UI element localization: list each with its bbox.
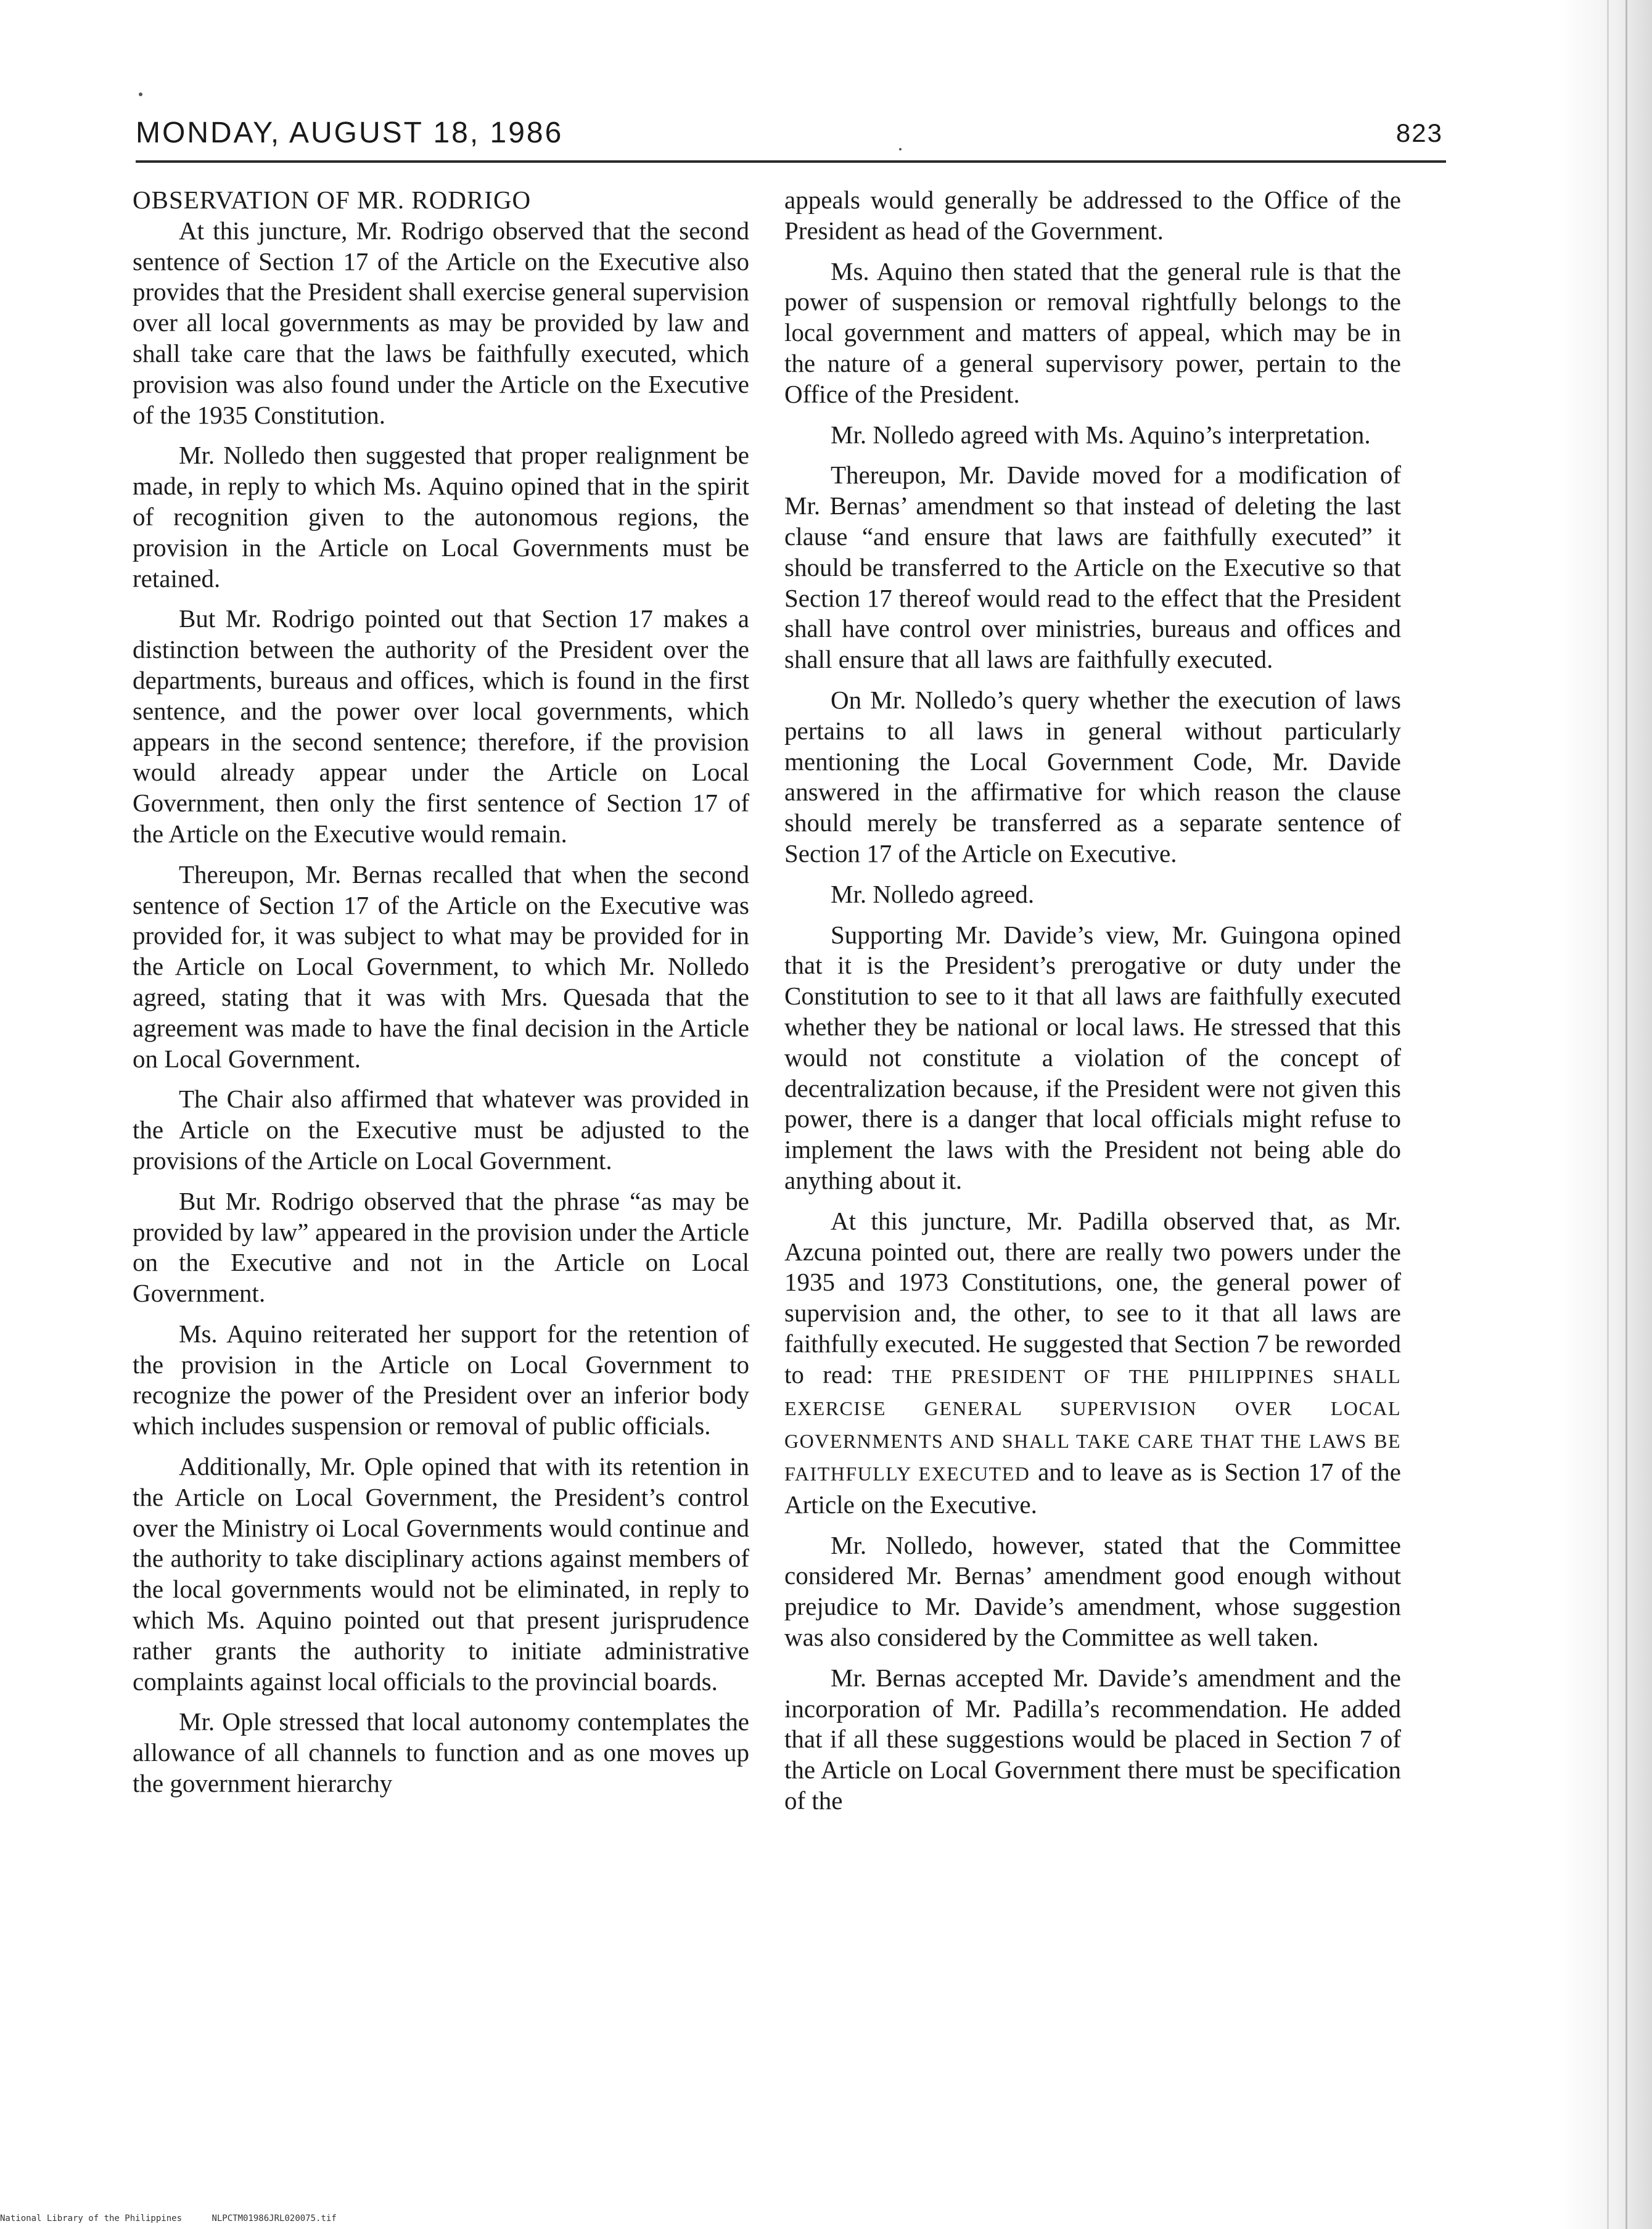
page-number: 823 (1395, 118, 1443, 147)
paragraph: Mr. Nolledo agreed with Ms. Aquino’s interpretation. (831, 420, 1371, 449)
paragraph: Thereupon, Mr. Bernas recalled that when the second sentence of Section 17 of the Article on the Executive was provided for, it was subject to what may be provided for in the Article on Local Government, to which Mr. Nolledo agreed, stating that it was with Mrs. Quesada that the agreement was made to have the final decision in the Article on Local Government. (133, 860, 749, 1073)
paragraph: Mr. Nolledo, however, stated that the Committee considered Mr. Bernas’ amendment good enough without prejudice to Mr. Davide’s amendment, whose suggestion was also considered by the Committee as well taken. (784, 1530, 1401, 1652)
library-name: National Library of the Philippines (0, 2214, 183, 2223)
scan-edge-line (1607, 0, 1609, 2229)
scan-edge-line (1625, 0, 1627, 2229)
paragraph: Mr. Nolledo then suggested that proper realignment be made, in reply to which Ms. Aquino opined that in the spirit of recognition given to the autonomous regions, the provision in the Article on Local Governments must be retained. (133, 441, 749, 593)
paragraph: But Mr. Rodrigo pointed out that Section 17 makes a distinction between the authority of the President over the departments, bureaus and offices, which is found in the first sentence, and the power over local governments, which appears in the second sentence; therefore, if the provision would already appear under the Article on Local Government, then only the first sentence of Section 17 of the Article on the Executive would remain. (133, 604, 749, 848)
paragraph: Mr. Ople stressed that local autonomy contemplates the allowance of all channels to function and as one moves up the government hierarchy (133, 1707, 749, 1798)
left-column (133, 185, 749, 1809)
paragraph: Ms. Aquino then stated that the general rule is that the power of suspension or removal rightfully belongs to the local government and matters of appeal, which may be in the nature of a general supervisory power, pertain to the Office of the President. (784, 257, 1401, 408)
scan-speck (899, 148, 902, 150)
running-header (136, 110, 1443, 163)
paragraph: Ms. Aquino reiterated her support for the retention of the provision in the Article on Local Government to recognize the power of the President over an inferior body which includes suspension or removal of public officials. (133, 1319, 749, 1440)
paragraph-text: At this juncture, Mr. Padilla observed that, as Mr. Azcuna pointed out, there are really two powers under the 1935 and 1973 Constitutions, one, the general power of supervision and, the other, to see to it that all laws are faithfully executed. He suggested that Section 7 be reworded to read: (784, 1206, 1401, 1389)
section-heading: OBSERVATION OF MR. RODRIGO (133, 186, 532, 214)
scan-footer (0, 2214, 361, 2223)
amendment-text: THE PRESIDENT OF THE PHILIPPINES SHALL EXERCISE GENERAL SUPERVISION OVER LOCAL GOVERNMENTS AND SHALL TAKE CARE THAT THE LAWS BE FAITHFULLY EXECUTED (784, 1365, 1402, 1485)
paragraph-continued: appeals would generally be addressed to the Office of the President as head of the Government. (784, 186, 1401, 245)
paragraph: Mr. Nolledo agreed. (831, 879, 1035, 908)
file-name: NLPCTM01986JRL020075.tif (212, 2214, 337, 2223)
right-column (784, 185, 1401, 1826)
paragraph: But Mr. Rodrigo observed that the phrase “as may be provided by law” appeared in the provision under the Article on the Executive and not in the Article on Local Government. (133, 1186, 749, 1308)
scan-edge-shading (1560, 0, 1652, 2229)
paragraph: Mr. Bernas accepted Mr. Davide’s amendment and the incorporation of Mr. Padilla’s recommendation. He added that if all these suggestions would be placed in Section 7 of the Article on Local Government there must be specification of the (784, 1663, 1401, 1815)
paragraph: At this juncture, Mr. Rodrigo observed that the second sentence of Section 17 of the Article on the Executive also provides that the President shall exercise general supervision over all local governments as may be provided by law and shall take care that the laws be faithfully executed, which provision was also found under the Article on the Executive of the 1935 Constitution. (133, 216, 749, 429)
header-date: MONDAY, AUGUST 18, 1986 (136, 117, 564, 149)
header-rule (136, 160, 1446, 163)
paragraph-text: and to leave as is Section 17 of the Article on the Executive. (784, 1458, 1401, 1519)
scan-speck (139, 92, 142, 96)
paragraph: Additionally, Mr. Ople opined that with its retention in the Article on Local Government, the President’s control over the Ministry oi Local Governments would continue and the authority to take disciplinary actions against members of the local governments would not be eliminated, in reply to which Ms. Aquino pointed out that present jurisprudence rather grants the authority to initiate administrative complaints against local officials to the provincial boards. (133, 1452, 749, 1696)
paragraph: Supporting Mr. Davide’s view, Mr. Guingona opined that it is the President’s prerogative or duty under the Constitution to see to it that all laws are faithfully executed whether they be national or local laws. He stressed that this would not constitute a violation of the concept of decentralization because, if the President were not given this power, there is a danger that local officials might refuse to implement the laws with the President not being able do anything about it. (784, 920, 1401, 1194)
paragraph: Thereupon, Mr. Davide moved for a modification of Mr. Bernas’ amendment so that instead of deleting the last clause “and ensure that laws are faithfully executed” it should be transferred to the Article on the Executive so that Section 17 thereof would read to the effect that the President shall have control over ministries, bureaus and offices and shall ensure that all laws are faithfully executed. (784, 461, 1401, 674)
paragraph: On Mr. Nolledo’s query whether the execution of laws pertains to all laws in general without particularly mentioning the Local Government Code, Mr. Davide answered in the affirmative for which reason the clause should merely be transferred as a separate sentence of Section 17 of the Article on Executive. (784, 685, 1401, 868)
paragraph-with-amendment (784, 1206, 1401, 1521)
paragraph: The Chair also affirmed that whatever was provided in the Article on the Executive must be adjusted to the provisions of the Article on Local Government. (133, 1085, 749, 1175)
